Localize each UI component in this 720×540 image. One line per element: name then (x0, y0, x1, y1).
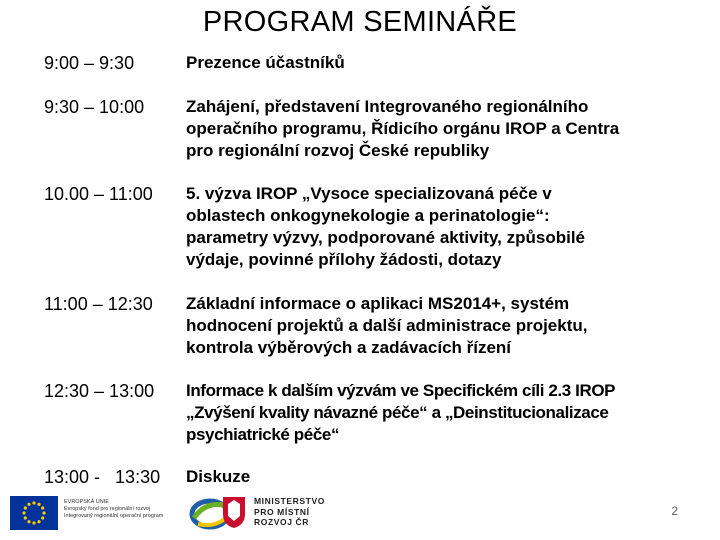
agenda-item: Informace k dalším výzvám ve Specifickém cíli 2.3 IROP „Zvýšení kvality návazné péče“ a „Deinstitucionalizace psychiatrické péče“ (186, 381, 616, 444)
time-slot: 9:00 – 9:30 (44, 53, 135, 73)
page-title: PROGRAM SEMINÁŘE (202, 6, 518, 38)
agenda-item: 5. výzva IROP „Vysoce specializovaná péče v oblastech onkogynekologie a perinatologie“: parametry výzvy, podporované aktivity, způsobilé výdaje, povinné přílohy žádosti, dotazy (186, 184, 585, 269)
agenda-item: Zahájení, představení Integrovaného regionálního operačního programu, Řídicího orgánu IROP a Centra pro regionální rozvoj České republiky (186, 97, 620, 160)
page-number: 2 (671, 504, 678, 518)
footer-logos (0, 490, 720, 540)
agenda-item: Diskuze (186, 467, 251, 486)
ministry-text: MINISTERSTVO PRO MÍSTNÍ ROZVOJ ČR (254, 496, 325, 527)
eu-program-text: EVROPSKÁ UNIE Evropský fond pro regionální rozvoj Integrovaný regionální operační program (64, 499, 164, 519)
eu-flag-icon (10, 496, 58, 530)
agenda-item: Základní informace o aplikaci MS2014+, systém hodnocení projektů a další administrace projektu, kontrola výběrových a zadávacích řízení (186, 294, 588, 357)
time-slot: 10.00 – 11:00 (44, 184, 153, 204)
time-slot: 13:00 - 13:30 (44, 467, 161, 487)
time-slot: 11:00 – 12:30 (44, 294, 153, 314)
ministry-emblem-icon (220, 494, 248, 530)
time-slot: 9:30 – 10:00 (44, 97, 145, 117)
agenda-item: Prezence účastníků (186, 53, 345, 72)
time-slot: 12:30 – 13:00 (44, 381, 155, 401)
